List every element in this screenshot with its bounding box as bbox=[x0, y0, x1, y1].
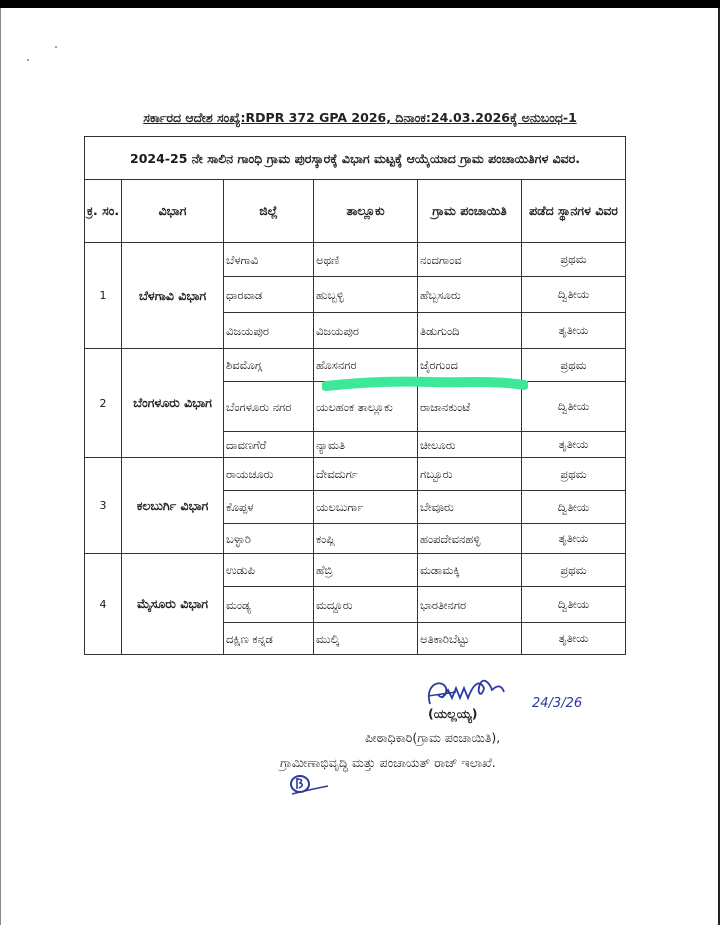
award-table bbox=[84, 136, 626, 655]
rank-cell: ತೃತೀಯ bbox=[522, 524, 626, 554]
signatory-department: ಗ್ರಾಮೀಣಾಭಿವೃದ್ಧಿ ಮತ್ತು ಪಂಚಾಯತ್ ರಾಜ್ ಇಲಾಖೆ. bbox=[280, 755, 496, 770]
taluk-cell: ದೇವದುರ್ಗ bbox=[314, 458, 418, 491]
signature-date: 24/3/26 bbox=[532, 696, 583, 711]
rank-cell: ತೃತೀಯ bbox=[522, 313, 626, 349]
gram-panchayat-cell: ಹಂಪದೇವನಹಳ್ಳಿ bbox=[418, 524, 522, 554]
taluk-cell: ಕಂಪ್ಲಿ bbox=[314, 524, 418, 554]
order-reference-line: ಸರ್ಕಾರದ ಆದೇಶ ಸಂಖ್ಯೆ:RDPR 372 GPA 2026, ದಿನಾಂಕ:24.03.2026ಕ್ಕೆ ಅನುಬಂಧ-1 bbox=[143, 110, 577, 125]
rank-cell: ಪ್ರಥಮ bbox=[522, 554, 626, 587]
serial-number: 3 bbox=[85, 458, 122, 554]
rank-cell: ದ್ವಿತೀಯ bbox=[522, 277, 626, 313]
gram-panchayat-cell: ಅತಿಕಾರಿಬೆಟ್ಟು bbox=[418, 623, 522, 655]
taluk-cell: ಯಲಹಂಕ ತಾಲ್ಲೂಕು bbox=[314, 382, 418, 432]
gram-panchayat-cell: ನಂದಗಾಂವ bbox=[418, 243, 522, 277]
signatory-designation: ಪೀಠಾಧಿಕಾರಿ(ಗ್ರಾಮ ಪಂಚಾಯಿತಿ), bbox=[365, 730, 501, 745]
taluk-cell: ನ್ಯಾಮತಿ bbox=[314, 432, 418, 458]
rank-cell: ದ್ವಿತೀಯ bbox=[522, 587, 626, 623]
header-gram-panchayat: ಗ್ರಾಮ ಪಂಚಾಯಿತಿ bbox=[418, 180, 522, 243]
rank-cell: ತೃತೀಯ bbox=[522, 623, 626, 655]
gram-panchayat-cell: ಚೀಲೂರು bbox=[418, 432, 522, 458]
header-division: ವಿಭಾಗ bbox=[122, 180, 224, 243]
rank-cell: ತೃತೀಯ bbox=[522, 432, 626, 458]
table-row bbox=[85, 349, 626, 382]
district-cell: ಮಂಡ್ಯ bbox=[224, 587, 314, 623]
taluk-cell: ಮುಲ್ಕಿ bbox=[314, 623, 418, 655]
taluk-cell: ಹುಬ್ಬಳ್ಳಿ bbox=[314, 277, 418, 313]
gram-panchayat-cell: ಭಾರತೀನಗರ bbox=[418, 587, 522, 623]
district-cell: ಉಡುಪಿ bbox=[224, 554, 314, 587]
taluk-cell: ಹೆಬ್ರಿ bbox=[314, 554, 418, 587]
table-row bbox=[85, 458, 626, 491]
taluk-cell: ಯಲಬುರ್ಗಾ bbox=[314, 491, 418, 524]
header-sno: ಕ್ರ. ಸಂ. bbox=[85, 180, 122, 243]
taluk-cell: ವಿಜಯಪುರ bbox=[314, 313, 418, 349]
district-cell: ಕೊಪ್ಪಳ bbox=[224, 491, 314, 524]
taluk-cell: ಮದ್ದೂರು bbox=[314, 587, 418, 623]
rank-cell: ಪ್ರಥಮ bbox=[522, 349, 626, 382]
rank-cell: ದ್ವಿತೀಯ bbox=[522, 491, 626, 524]
district-cell: ಬೆಳಗಾವಿ bbox=[224, 243, 314, 277]
serial-number: 4 bbox=[85, 554, 122, 655]
page-left-edge bbox=[0, 8, 1, 925]
header-taluk: ತಾಲ್ಲೂಕು bbox=[314, 180, 418, 243]
gram-panchayat-cell: ಮಡಾಮಕ್ಕಿ bbox=[418, 554, 522, 587]
gram-panchayat-cell: ರಾಜಾನಕುಂಟೆ bbox=[418, 382, 522, 432]
district-cell: ಧಾರವಾಡ bbox=[224, 277, 314, 313]
table-row bbox=[85, 554, 626, 587]
division-name: ಮೈಸೂರು ವಿಭಾಗ bbox=[122, 554, 224, 655]
gram-panchayat-cell: ಗಬ್ಬೂರು bbox=[418, 458, 522, 491]
division-name: ಬೆಳಗಾವಿ ವಿಭಾಗ bbox=[122, 243, 224, 349]
rank-cell: ಪ್ರಥಮ bbox=[522, 243, 626, 277]
table-header-row bbox=[85, 180, 626, 243]
table-row bbox=[85, 243, 626, 277]
rank-cell: ಪ್ರಥಮ bbox=[522, 458, 626, 491]
division-name: ಬೆಂಗಳೂರು ವಿಭಾಗ bbox=[122, 349, 224, 458]
serial-number: 1 bbox=[85, 243, 122, 349]
gram-panchayat-cell: ಜೈರಗುಂದ bbox=[418, 349, 522, 382]
district-cell: ಶಿವಮೊಗ್ಗ bbox=[224, 349, 314, 382]
scan-speck bbox=[55, 46, 57, 48]
district-cell: ಬೆಂಗಳೂರು ನಗರ bbox=[224, 382, 314, 432]
header-rank: ಪಡೆದ ಸ್ಥಾನಗಳ ವಿವರ bbox=[522, 180, 626, 243]
gram-panchayat-cell: ಹೆಬ್ಬಸೂರು bbox=[418, 277, 522, 313]
taluk-cell: ಹೊಸನಗರ bbox=[314, 349, 418, 382]
rank-cell: ದ್ವಿತೀಯ bbox=[522, 382, 626, 432]
district-cell: ದಾವಣಗೆರೆ bbox=[224, 432, 314, 458]
district-cell: ಬಳ್ಳಾರಿ bbox=[224, 524, 314, 554]
district-cell: ರಾಯಚೂರು bbox=[224, 458, 314, 491]
table-title: 2024-25 ನೇ ಸಾಲಿನ ಗಾಂಧಿ ಗ್ರಾಮ ಪುರಸ್ಕಾರಕ್ಕೆ ವಿಭಾಗ ಮಟ್ಟಕ್ಕೆ ಆಯ್ಕೆಯಾದ ಗ್ರಾಮ ಪಂಚಾಯಿತಿಗಳ ವಿವರ. bbox=[85, 137, 626, 180]
gram-panchayat-cell: ತಿಡುಗುಂದಿ bbox=[418, 313, 522, 349]
district-cell: ದಕ್ಷಿಣ ಕನ್ನಡ bbox=[224, 623, 314, 655]
division-name: ಕಲಬುರ್ಗಿ ವಿಭಾಗ bbox=[122, 458, 224, 554]
signature-block bbox=[280, 672, 640, 802]
header-district: ಜಿಲ್ಲೆ bbox=[224, 180, 314, 243]
serial-number: 2 bbox=[85, 349, 122, 458]
scan-speck bbox=[27, 59, 29, 61]
taluk-cell: ಅಥಣಿ bbox=[314, 243, 418, 277]
district-cell: ವಿಜಯಪುರ bbox=[224, 313, 314, 349]
gram-panchayat-cell: ಬೇವೂರು bbox=[418, 491, 522, 524]
top-black-bar bbox=[0, 0, 720, 8]
initial-stamp bbox=[288, 772, 332, 800]
signatory-name: (ಯಲ್ಲಯ್ಯ) bbox=[428, 706, 478, 721]
